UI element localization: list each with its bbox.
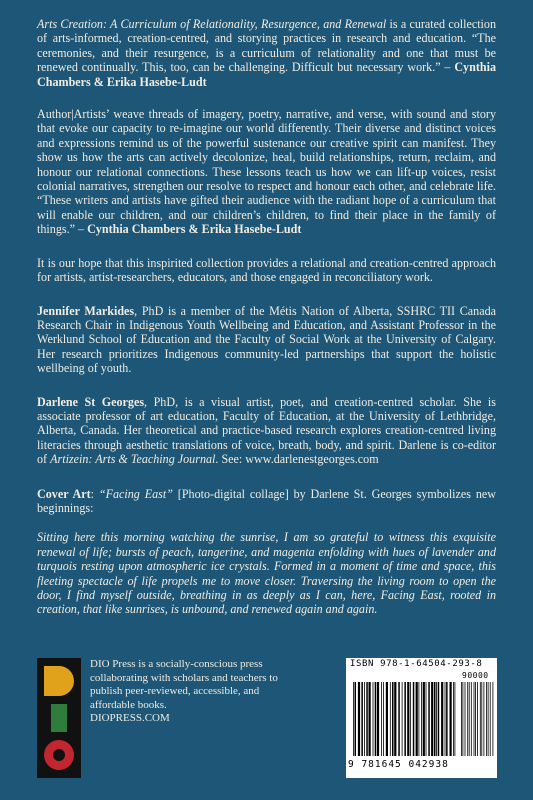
cover-art-colon: : bbox=[90, 486, 99, 501]
barcode-bar bbox=[386, 682, 388, 756]
barcode-bars bbox=[352, 682, 456, 756]
isbn-label: ISBN 978-1-64504-293-8 bbox=[350, 659, 483, 669]
barcode-bar bbox=[488, 682, 489, 756]
barcode-bar bbox=[480, 682, 481, 756]
barcode-bar bbox=[431, 682, 433, 756]
barcode-bar bbox=[471, 682, 472, 756]
barcode-bar bbox=[383, 682, 384, 756]
barcode-bar bbox=[438, 682, 440, 756]
press-text: DIO Press is a socially-conscious press collaborating with scholars and teachers to publish peer-reviewed, accessible, and affordable books. bbox=[90, 658, 278, 711]
logo-i-shape bbox=[51, 704, 67, 732]
barcode-addon-number: 90000 bbox=[462, 671, 489, 680]
barcode-bar bbox=[453, 682, 454, 756]
logo-o-shape bbox=[44, 740, 74, 770]
barcode-bar bbox=[463, 682, 464, 756]
barcode-bar bbox=[436, 682, 437, 756]
cover-art-label: Cover Art bbox=[37, 486, 91, 501]
barcode-bar bbox=[364, 682, 365, 756]
bio-stgeorges-name: Darlene St Georges bbox=[37, 394, 145, 409]
barcode-bar bbox=[377, 682, 379, 756]
bio-stgeorges bbox=[37, 395, 496, 467]
barcode-bar bbox=[416, 682, 418, 756]
press-blurb bbox=[90, 658, 305, 726]
barcode-bar bbox=[402, 682, 403, 756]
barcode-bar bbox=[398, 682, 400, 756]
bio-markides-text: , PhD is a member of the Métis Nation of Alberta, SSHRC TII Canada Research Chair in Indigenous Youth Wellbeing and Education, and Assistant Professor in the Werklund School of Education and the Faculty of Social Work at the University of Calgary. Her research prioritizes Indigenous community-led partnerships that support the holistic wellbeing of youth. bbox=[37, 303, 496, 376]
barcode-bar bbox=[375, 682, 377, 756]
cover-art-text: [Photo-digital collage] by Darlene St. Georges symbolizes new beginnings: bbox=[37, 486, 496, 515]
cover-art-title: “Facing East” bbox=[98, 486, 173, 501]
barcode-bar bbox=[467, 682, 468, 756]
barcode-bar bbox=[446, 682, 448, 756]
press-website: DIOPRESS.COM bbox=[90, 712, 170, 725]
barcode-bar bbox=[484, 682, 485, 756]
bio-stgeorges-text: , PhD, is a visual artist, poet, and creation-centred scholar. She is associate professor of art education, Faculty of Education, at the University of Lethbridge, Alberta, Canada. Her theoretical and practice-based research explores creation-centred living literacies through aesthetic translations of voice, breath, body, and spirit. Darlene is co-editor of bbox=[37, 394, 496, 467]
barcode-bar bbox=[465, 682, 466, 756]
bio-markides bbox=[37, 304, 496, 376]
barcode-bar bbox=[428, 682, 430, 756]
barcode-bar bbox=[394, 682, 396, 756]
barcode-bar bbox=[369, 682, 371, 756]
voices-paragraph bbox=[37, 107, 496, 237]
barcode-bar bbox=[404, 682, 406, 756]
voices-attribution: Cynthia Chambers & Erika Hasebe-Ludt bbox=[87, 222, 302, 237]
barcode-bar bbox=[434, 682, 436, 756]
bio-stgeorges-website: . See: www.darlenestgeorges.com bbox=[215, 452, 379, 467]
barcode-bar bbox=[413, 682, 415, 756]
barcode bbox=[346, 658, 497, 778]
barcode-bar bbox=[390, 682, 391, 756]
journal-title: Artizein: Arts & Teaching Journal bbox=[50, 452, 216, 467]
intro-attribution: Cynthia Chambers & Erika Hasebe-Ludt bbox=[37, 60, 496, 89]
barcode-bar bbox=[469, 682, 470, 756]
barcode-bar bbox=[426, 682, 427, 756]
barcode-bar bbox=[366, 682, 368, 756]
barcode-bar bbox=[455, 682, 456, 756]
barcode-bar bbox=[361, 682, 363, 756]
barcode-bar bbox=[474, 682, 475, 756]
barcode-bar bbox=[423, 682, 425, 756]
poem-paragraph: Sitting here this morning watching the sunrise, I am so grateful to witness this exquisite renewal of life; bursts of peach, tangerine, and magenta enfolding with hues of lavender and turquois resting upon atmospheric ice crystals. Formed in a moment of time and space, this fleeting spectacle of life propels me to move closer. Traversing the living room to open the door, I find myself outside, breathing in as deeply as I can, here, Facing East, rooted in creation, that like sunrises, is unbound, and renewed again and again. bbox=[37, 530, 496, 617]
barcode-bar bbox=[421, 682, 422, 756]
barcode-bar bbox=[441, 682, 443, 756]
logo-d-shape bbox=[44, 666, 74, 696]
barcode-bar bbox=[373, 682, 374, 756]
bio-markides-name: Jennifer Markides bbox=[37, 303, 135, 318]
barcode-bar bbox=[419, 682, 420, 756]
barcode-bar bbox=[358, 682, 360, 756]
barcode-bar bbox=[445, 682, 446, 756]
barcode-addon-bars bbox=[460, 682, 494, 756]
book-title: Arts Creation: A Curriculum of Relationality, Resurgence, and Renewal bbox=[37, 17, 387, 31]
barcode-digits: 9 781645 042938 bbox=[348, 759, 449, 770]
barcode-bar bbox=[407, 682, 409, 756]
intro-text: is a curated collection of arts-informed, creation-centred, and storying practices in research and education. “The ceremonies, and their resurgence, is a curriculum of relationality and one that must be renewed continually. This, too, can be challenging. Difficult but necessary work.” – bbox=[37, 17, 497, 75]
dio-press-logo bbox=[37, 658, 81, 778]
barcode-bar bbox=[490, 682, 491, 756]
barcode-bar bbox=[481, 682, 482, 756]
barcode-bar bbox=[392, 682, 394, 756]
barcode-bar bbox=[477, 682, 478, 756]
barcode-bar bbox=[475, 682, 476, 756]
barcode-bar bbox=[486, 682, 487, 756]
footer bbox=[37, 658, 497, 778]
voices-text: Author|Artists’ weave threads of imagery, poetry, narrative, and verse, with sound and story that evoke our capacity to re-imagine our world differently. Their diverse and distinct voices and expressions remind us of the powerful sustenance our creative spirit can manifest. They show us how the arts can actively decolonize, heal, build relationships, return, reclaim, and honour our relational connections. These lessons teach us how we can lift-up voices, resist colonial narratives, strengthen our resolve to respect and honour each other, and celebrate life. “These writers and artists have gifted their audience with the radiant hope of a curriculum that will enable our children, and our children’s children, to find their place in the family of things.” – bbox=[37, 107, 496, 237]
barcode-bar bbox=[461, 682, 462, 756]
hope-paragraph: It is our hope that this inspirited collection provides a relational and creation-centred approach for artists, artist-researchers, educators, and those engaged in reconciliatory work. bbox=[37, 255, 496, 285]
intro-paragraph bbox=[37, 17, 496, 89]
barcode-bar bbox=[353, 682, 354, 756]
barcode-bar bbox=[493, 682, 494, 756]
barcode-bar bbox=[381, 682, 382, 756]
barcode-bar bbox=[410, 682, 411, 756]
barcode-bar bbox=[450, 682, 452, 756]
cover-art-paragraph bbox=[37, 487, 496, 516]
barcode-bar bbox=[355, 682, 357, 756]
